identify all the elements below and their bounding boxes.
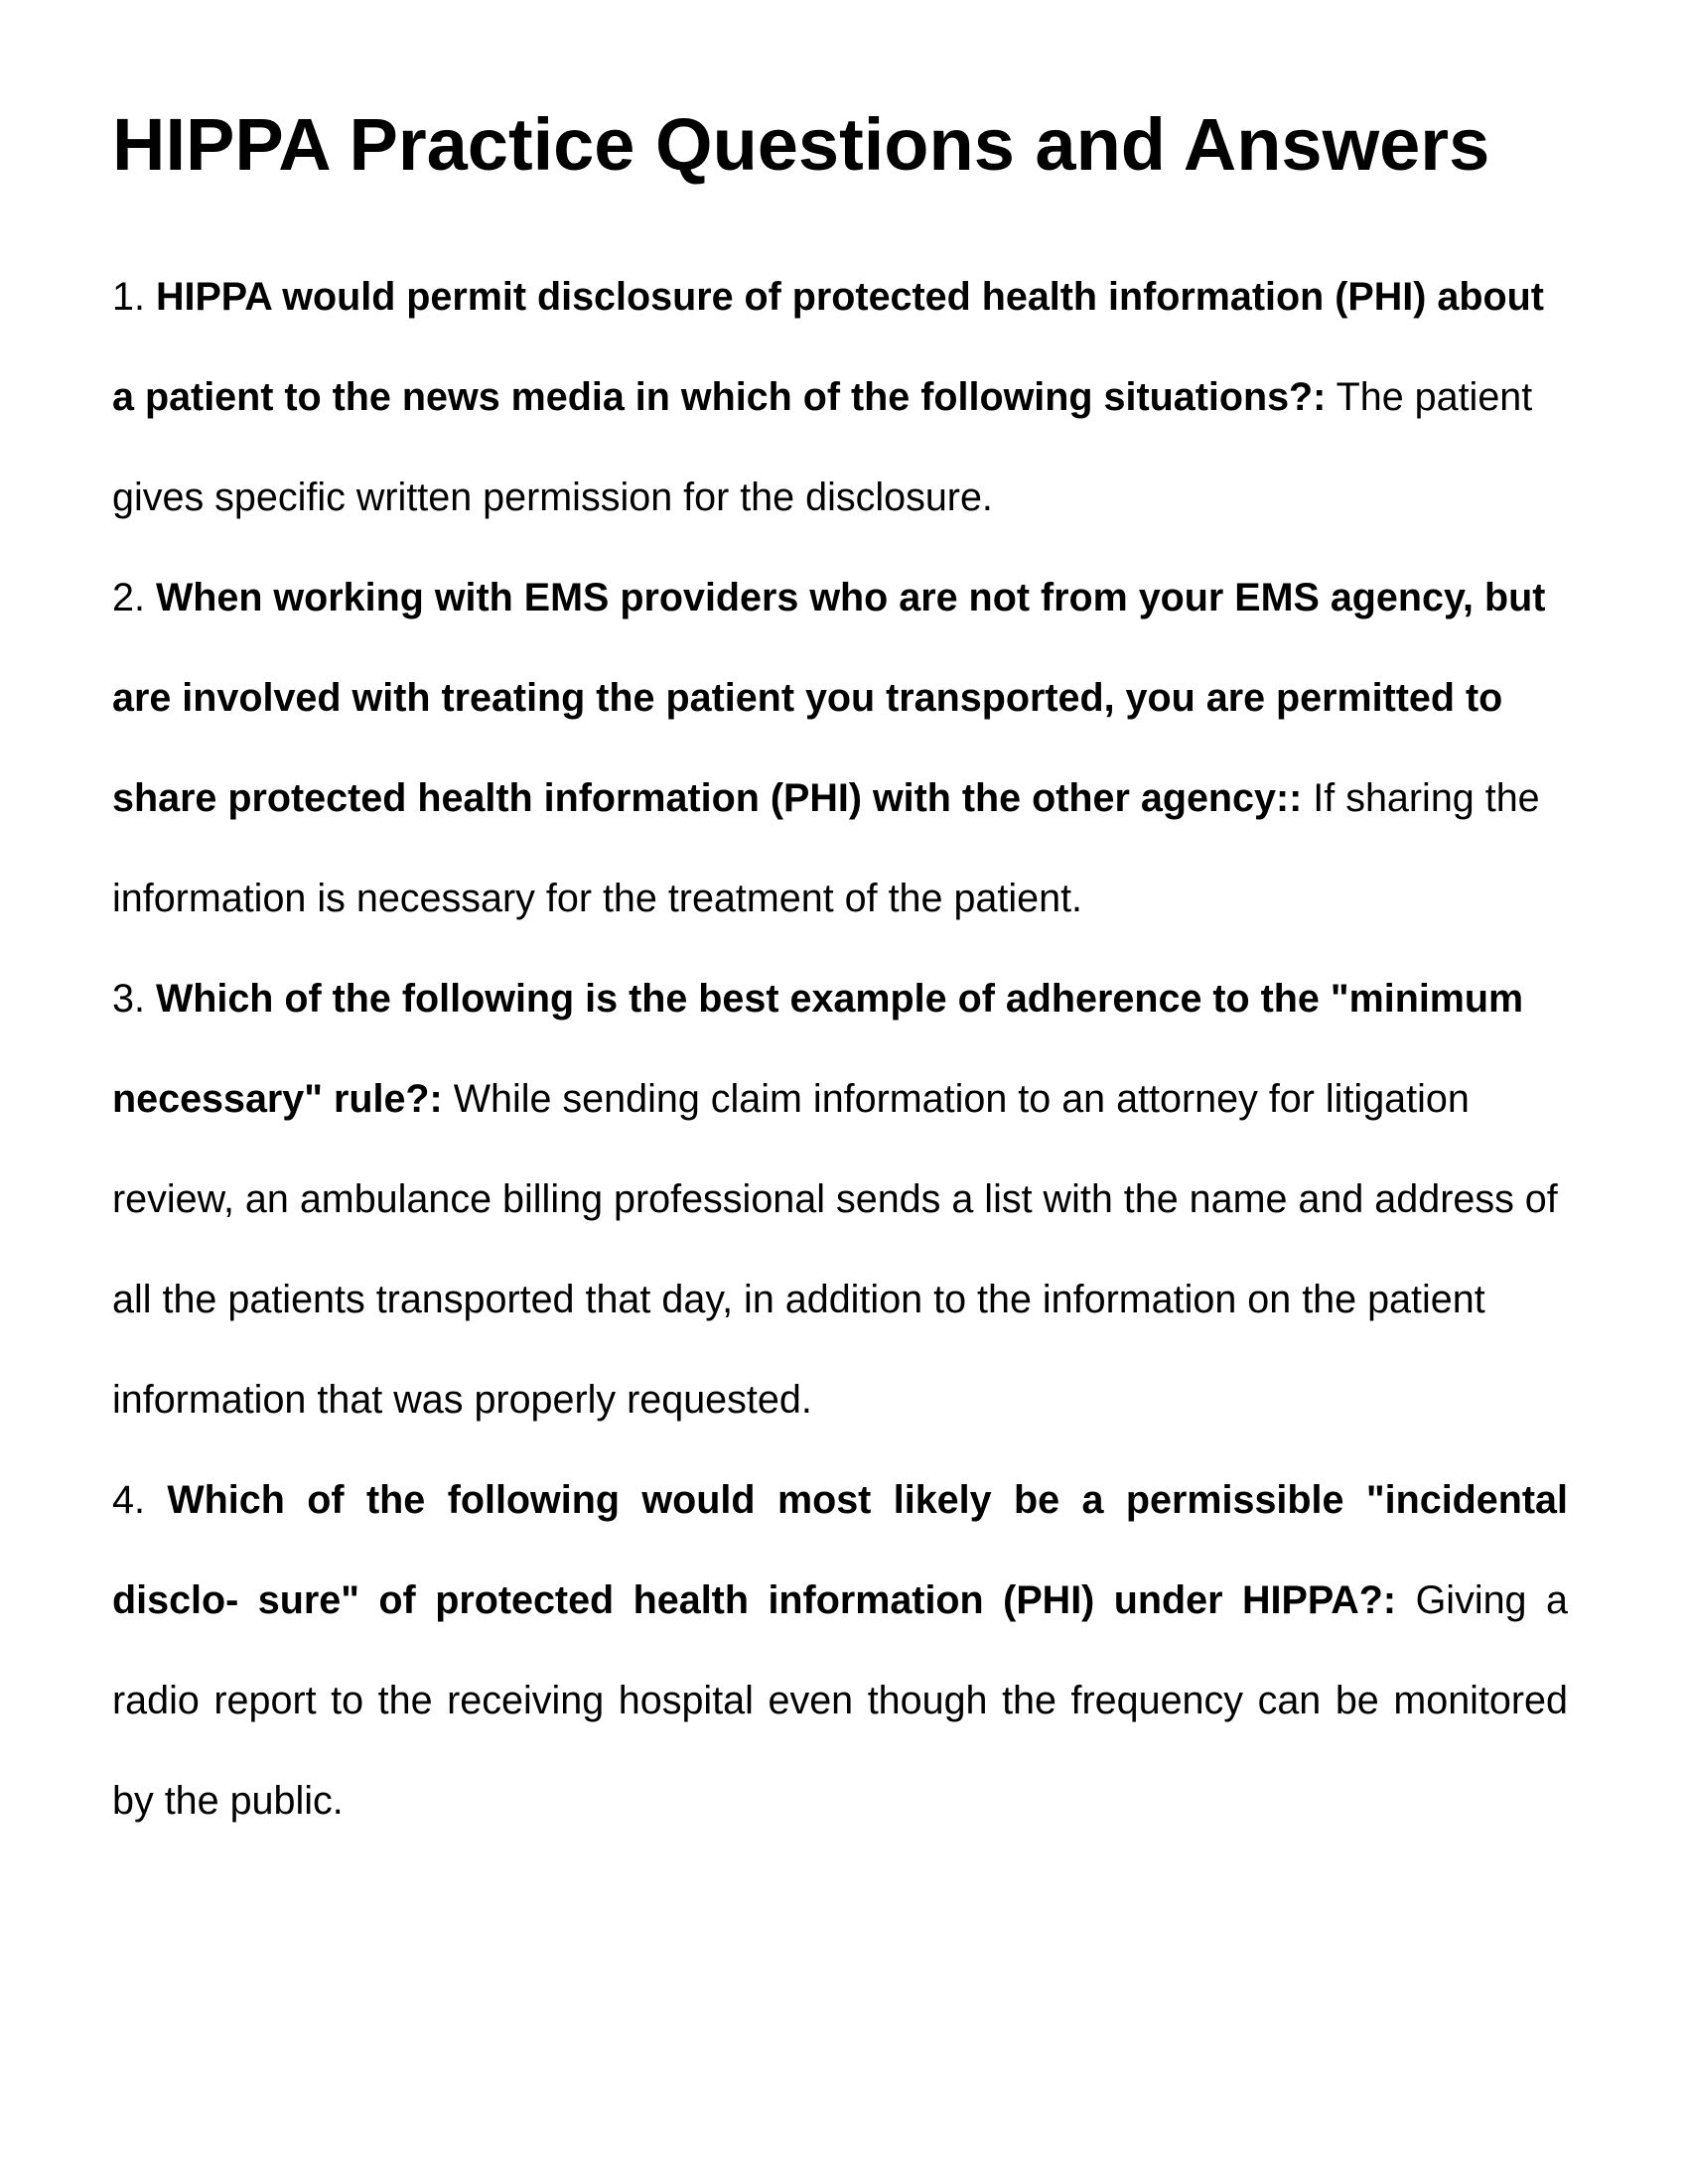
qa-item-2 — [112, 548, 1568, 949]
answer: While sending claim information to an attorney for litigation review, an ambulance billing professional sends a list with the name and address of all the patients transported that day, in addition to the information on the patient information that was properly requested. — [112, 1077, 1558, 1422]
question: Which of the following would most likely be a permissible "incidental disclo- sure" of protected health information (PHI) under HIPPA?: — [112, 1478, 1568, 1622]
answer: If sharing the information is necessary for the treatment of the patient. — [112, 776, 1540, 920]
item-number: 4. — [112, 1478, 145, 1522]
qa-item-1 — [112, 247, 1568, 548]
qa-item-3 — [112, 949, 1568, 1450]
question: HIPPA would permit disclosure of protected health information (PHI) about a patient to the news media in which of the following situations?: — [112, 275, 1544, 419]
qa-list — [112, 247, 1568, 1851]
page-title: HIPPA Practice Questions and Answers — [112, 103, 1490, 186]
answer: The patient gives specific written permission for the disclosure. — [112, 375, 1533, 519]
item-number: 3. — [112, 977, 145, 1021]
answer: Giving a radio report to the receiving hospital even though the frequency can be monitored by the public. — [112, 1578, 1568, 1823]
question: When working with EMS providers who are not from your EMS agency, but are involved with treating the patient you transported, you are permitted to share protected health information (PHI) with the other agency:: — [112, 576, 1546, 820]
qa-item-4 — [112, 1450, 1568, 1851]
item-number: 1. — [112, 275, 145, 319]
item-number: 2. — [112, 576, 145, 619]
question: Which of the following is the best example of adherence to the "minimum necessary" rule?: — [112, 977, 1524, 1121]
